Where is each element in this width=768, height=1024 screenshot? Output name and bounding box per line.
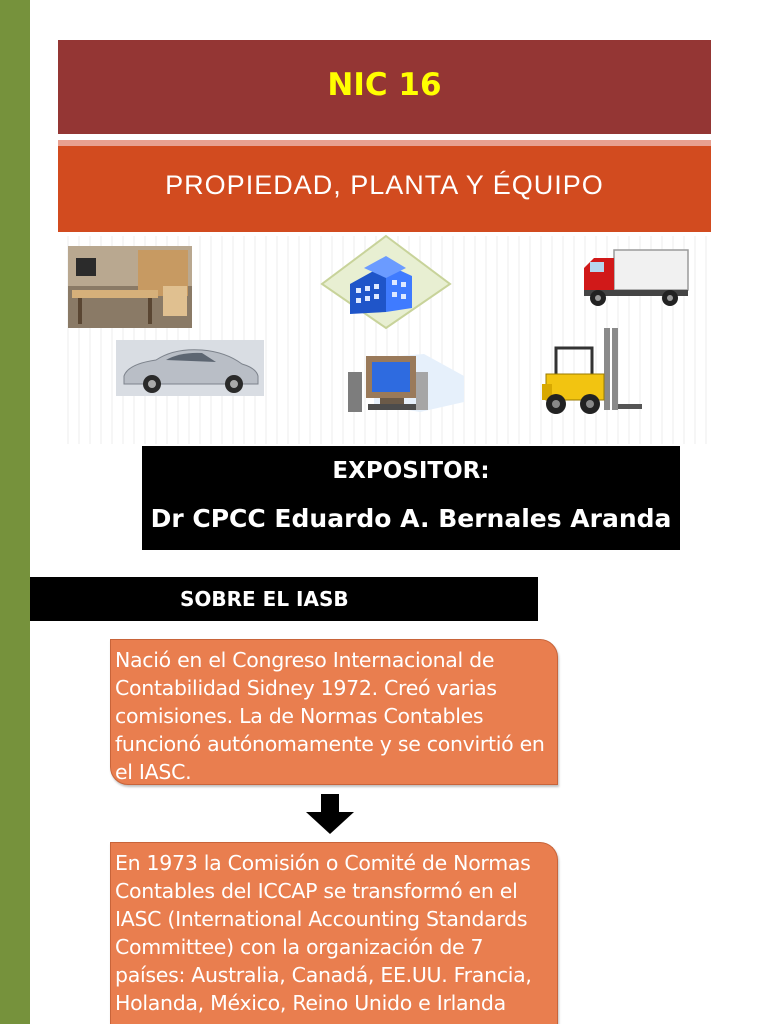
presenter-box <box>142 446 680 550</box>
subtitle-banner <box>58 146 711 232</box>
left-accent-bar <box>0 0 30 1024</box>
office-furniture-icon <box>68 246 192 328</box>
page-title: NIC 16 <box>327 67 442 103</box>
presenter-label: EXPOSITOR: <box>332 458 490 484</box>
presenter-name: Dr CPCC Eduardo A. Bernales Aranda <box>150 504 672 533</box>
title-banner <box>58 40 711 134</box>
down-arrow-icon <box>306 794 354 834</box>
car-icon <box>116 340 264 396</box>
forklift-icon <box>540 328 644 420</box>
section-header <box>30 577 538 621</box>
building-icon <box>320 234 452 330</box>
asset-illustrations <box>58 236 711 444</box>
info-box-iasc-formation: En 1973 la Comisión o Comité de Normas Contables del ICCAP se transformó en el IASC (International Accounting Standards Committee) con la organización de 7 países: Australia, Canadá, EE.UU. Francia, Holanda, México, Reino Unido e Irlanda <box>110 842 558 1024</box>
section-title: SOBRE EL IASB <box>180 587 349 611</box>
page-subtitle: PROPIEDAD, PLANTA Y ÉQUIPO <box>165 169 604 200</box>
info-box-iasb-origin: Nació en el Congreso Internacional de Contabilidad Sidney 1972. Creó varias comisiones. La de Normas Contables funcionó autónomamente y se convirtió en el IASC. <box>110 639 558 785</box>
computer-icon <box>344 352 468 414</box>
truck-icon <box>580 246 690 312</box>
